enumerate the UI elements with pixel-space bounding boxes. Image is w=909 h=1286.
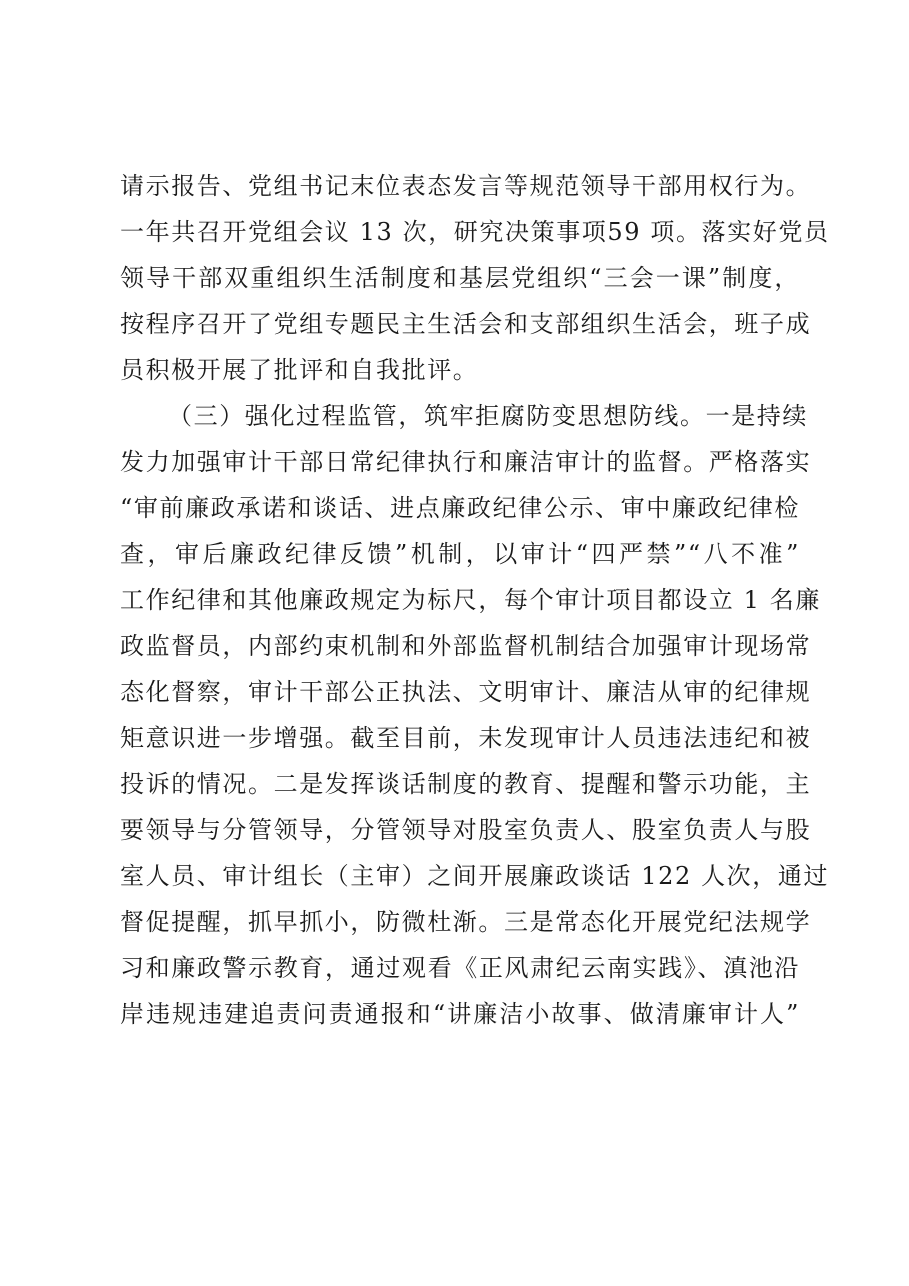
text-line: 室人员、审计组长（主审）之间开展廉政谈话 122 人次，通过 xyxy=(120,862,830,890)
text-line: 查，审后廉政纪律反馈”机制，以审计“四严禁”“八不准” xyxy=(120,540,800,568)
text-line: 督促提醒，抓早抓小，防微杜渐。三是常态化开展党纪法规学 xyxy=(120,908,812,936)
text-line: 要领导与分管领导，分管领导对股室负责人、股室负责人与股 xyxy=(120,816,812,844)
text-line: 政监督员，内部约束机制和外部监督机制结合加强审计现场常 xyxy=(120,632,812,660)
text-line: 岸违规违建追责问责通报和“讲廉洁小故事、做清廉审计人” xyxy=(120,1000,800,1028)
text-line: 按程序召开了党组专题民主生活会和支部组织生活会，班子成 xyxy=(120,310,812,338)
text-line: 习和廉政警示教育，通过观看《正风肃纪云南实践》、滇池沿 xyxy=(120,954,800,982)
text-line: 一年共召开党组会议 13 次，研究决策事项59 项。落实好党员 xyxy=(120,218,830,246)
text-line: 工作纪律和其他廉政规定为标尺，每个审计项目都设立 1 名廉 xyxy=(120,586,821,614)
text-line: 态化督察，审计干部公正执法、文明审计、廉洁从审的纪律规 xyxy=(120,678,812,706)
document-body xyxy=(120,163,830,1037)
text-line: 员积极开展了批评和自我批评。 xyxy=(120,356,479,384)
text-line: 投诉的情况。二是发挥谈话制度的教育、提醒和警示功能，主 xyxy=(120,770,812,798)
text-line: 领导干部双重组织生活制度和基层党组织“三会一课”制度， xyxy=(120,264,800,292)
text-line: “审前廉政承诺和谈话、进点廉政纪律公示、审中廉政纪律检 xyxy=(120,494,800,522)
paragraph-1 xyxy=(120,163,830,393)
text-line: 请示报告、党组书记末位表态发言等规范领导干部用权行为。 xyxy=(120,172,812,200)
text-line: 矩意识进一步增强。截至目前，未发现审计人员违法违纪和被 xyxy=(120,724,812,752)
text-line: 发力加强审计干部日常纪律执行和廉洁审计的监督。严格落实 xyxy=(120,448,812,476)
text-line: （三）强化过程监管，筑牢拒腐防变思想防线。一是持续 xyxy=(168,402,808,430)
paragraph-2 xyxy=(120,393,830,1037)
